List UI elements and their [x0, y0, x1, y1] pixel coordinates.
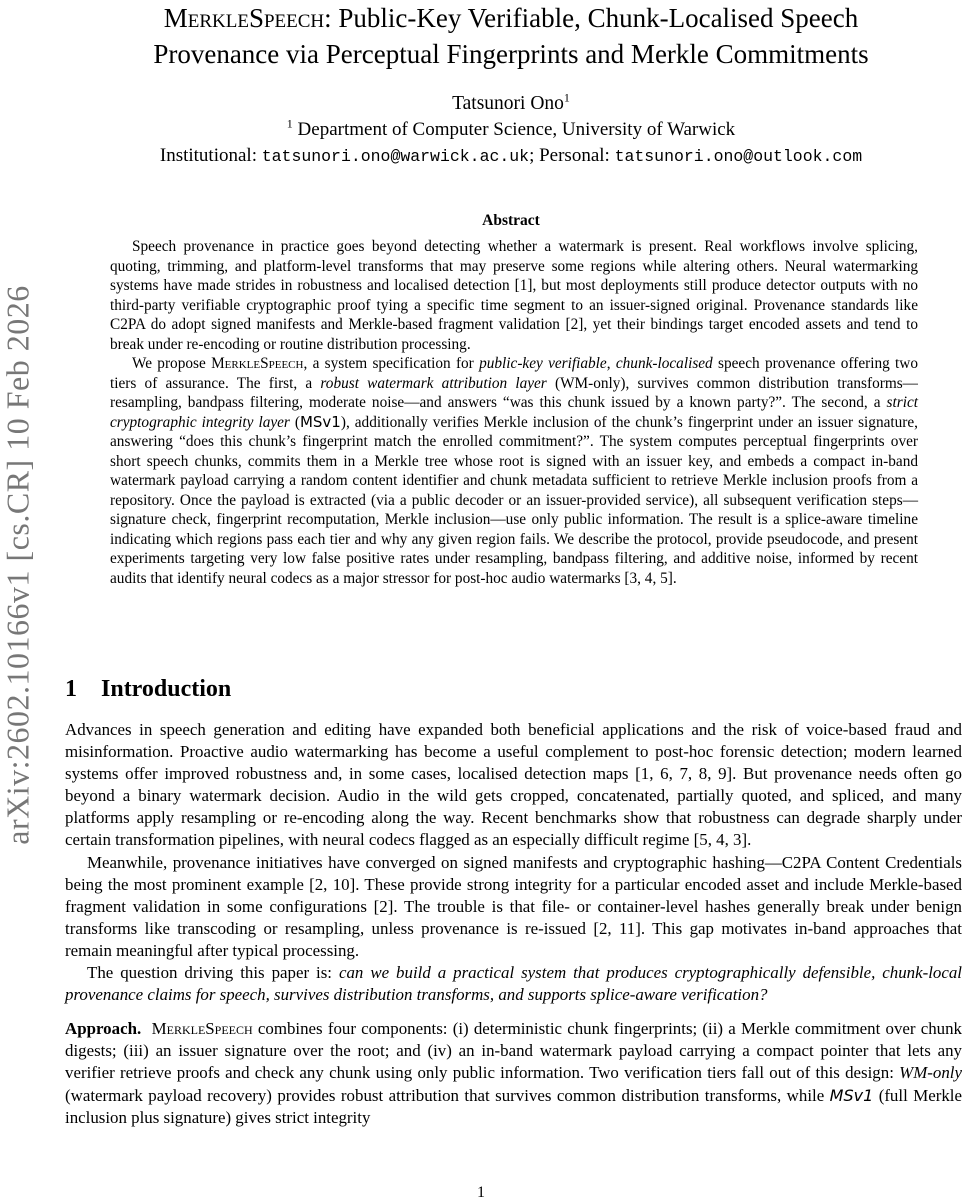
institutional-email[interactable]: tatsunori.ono@warwick.ac.uk — [261, 147, 530, 166]
abstract-msv1-label: MSv1 — [299, 412, 341, 431]
personal-label: Personal: — [539, 145, 610, 166]
approach-heading: Approach. — [65, 1019, 142, 1039]
title-line1-rest: : Public-Key Verifiable, Chunk-Localised Speech — [324, 3, 859, 33]
author-line — [60, 90, 962, 115]
abstract-body — [110, 237, 918, 588]
section-heading-introduction — [65, 676, 231, 703]
affiliation-mark: 1 — [286, 116, 293, 131]
affiliation-line — [60, 116, 962, 141]
paper-title — [60, 0, 962, 72]
title-system-name: MerkleSpeech — [163, 3, 325, 33]
abstract-paragraph-1: Speech provenance in practice goes beyond detecting whether a watermark is present. Real workflows involve splicing, quoting, trimming, and platform-level transforms that may preserve some regions while altering others. Neural watermarking systems have made strides in robustness and localised detection [1], but most deployments still produce detector outputs with no third-party verifiable cryptographic proof tying a specific time segment to an issuer-signed original. Provenance standards like C2PA do adopt signed manifests and Merkle-based fragment validation [2], yet their bindings target encoded assets and tend to break under re-encoding or routine distribution processing. — [110, 238, 918, 353]
contact-separator: ; — [529, 145, 535, 166]
arxiv-sidebar — [0, 0, 48, 1200]
page-number: 1 — [477, 1184, 485, 1201]
affiliation-text: Department of Computer Science, University of Warwick — [297, 119, 736, 140]
introduction-body — [65, 719, 962, 1129]
abstract-system-name: MerkleSpeech — [211, 355, 304, 372]
intro-paragraph-approach: Approach. MerkleSpeech combines four components: (i) deterministic chunk fingerprints; (ii) a Merkle commitment over chunk digests; (iii) an issuer signature over the root; and (iv) an in-band watermark payload carrying a compact pointer that lets any verifier retrieve proofs and check any chunk using only public information. Two verification tiers fall out of this design: WM-only (watermark payload recovery) provides robust attribution that survives common distribution transforms, while MSv1 (full Merkle inclusion plus signature) gives strict integrity — [65, 1019, 962, 1127]
author-name: Tatsunori Ono — [452, 93, 564, 114]
title-line2: Provenance via Perceptual Fingerprints and Merkle Commitments — [153, 39, 869, 69]
contact-line — [60, 145, 962, 167]
section-title: Introduction — [101, 676, 232, 702]
institutional-label: Institutional: — [159, 145, 257, 166]
approach-system-name: MerkleSpeech — [151, 1019, 253, 1039]
personal-email[interactable]: tatsunori.ono@outlook.com — [614, 147, 863, 166]
abstract-paragraph-2: We propose MerkleSpeech, a system specification for public-key verifiable, chunk-localised speech provenance offering two tiers of assurance. The first, a robust watermark attribution layer (WM-only), survives common distribution transforms—resampling, bandpass filtering, moderate noise—and answers “was this chunk issued by a known party?”. The second, a strict cryptographic integrity layer (MSv1), additionally verifies Merkle inclusion of the chunk’s fingerprint under an issuer signature, answering “does this chunk’s fingerprint match the enrolled commitment?”. The system computes perceptual fingerprints over short speech chunks, commits them in a Merkle tree whose root is signed with an issuer key, and embeds a compact in-band watermark payload carrying a random content identifier and chunk metadata sufficient to retrieve Merkle inclusion proofs from a repository. Once the payload is extracted (via a public decoder or an issuer-provided service), all subsequent verification steps—signature check, fingerprint recomputation, Merkle inclusion—use only public information. The result is a splice-aware timeline indicating which regions pass each tier and why any given region fails. We describe the protocol, provide pseudocode, and present experiments targeting very low false positive rates under resampling, bandpass filtering, and additive noise, informed by recent audits that identify neural codecs as a major stressor for post-hoc audio watermarks [3, 4, 5]. — [110, 355, 918, 587]
arxiv-identifier: arXiv:2602.10166v1 [cs.CR] 10 Feb 2026 — [0, 285, 36, 845]
section-number: 1 — [65, 676, 77, 702]
intro-paragraph-2: Meanwhile, provenance initiatives have converged on signed manifests and cryptographic hashing—C2PA Content Credentials being the most prominent example [2, 10]. These provide strong integrity for a particular encoded asset and include Merkle-based fragment validation in some configurations [2]. The trouble is that file- or container-level hashes generally break under benign transforms like transcoding or resampling, unless provenance is re-issued [2, 11]. This gap motivates in-band approaches that remain meaningful after typical processing. — [65, 852, 962, 960]
research-question: can we build a practical system that produces cryptographically defensible, chunk-local provenance claims for speech, survives distribution transforms, and supports splice-aware verification? — [65, 963, 962, 1005]
intro-paragraph-1: Advances in speech generation and editing have expanded both beneficial applications and the risk of voice-based fraud and misinformation. Proactive audio watermarking has become a useful complement to post-hoc forensic detection; modern learned systems offer improved robustness and, in some cases, localised detection maps [1, 6, 7, 8, 9]. But provenance needs often go beyond a binary watermark decision. Audio in the wild gets cropped, concatenated, partially quoted, and spliced, and many platforms apply resampling or re-encoding along the way. Recent benchmarks show that robustness can degrade sharply under certain transformation pipelines, with neural codecs flagged as an especially difficult regime [5, 4, 3]. — [65, 720, 962, 850]
author-affil-mark: 1 — [563, 90, 570, 105]
abstract-heading: Abstract — [482, 212, 540, 229]
intro-paragraph-3: The question driving this paper is: can we build a practical system that produces cryptographically defensible, chunk-local provenance claims for speech, survives distribution transforms, and supports splice-aware verification? — [65, 963, 962, 1005]
